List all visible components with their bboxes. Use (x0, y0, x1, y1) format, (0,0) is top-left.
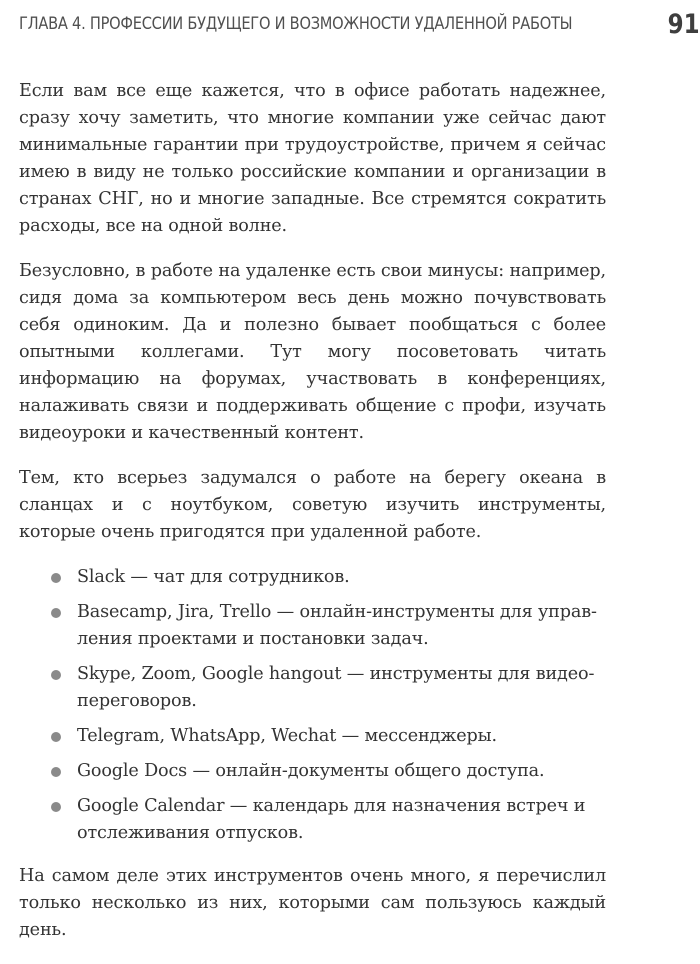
bullet-icon (51, 573, 61, 583)
paragraph: Если вам все еще кажется, что в офисе работать надежнее, сразу хочу заметить, что многие компании уже сейчас дают минимальные гарантии при трудоустройстве, причем я сейчас имею в виду не только российские компании и организации в странах СНГ, но и многие западные. Все стремятся сократить расходы, все на одной волне. (19, 81, 606, 236)
list-item-text: Basecamp, Jira, Trello — онлайн-инструменты для управления проектами и постановки задач. (77, 602, 597, 649)
running-head (19, 4, 700, 44)
bullet-icon (51, 670, 61, 680)
list-item (19, 723, 606, 750)
bullet-icon (51, 802, 61, 812)
page-body (19, 78, 606, 962)
bullet-icon (51, 732, 61, 742)
bullet-icon (51, 767, 61, 777)
list-item-text: Google Calendar — календарь для назначения встреч и отслеживания отпусков. (77, 796, 586, 843)
list-item (19, 793, 606, 847)
list-item (19, 599, 606, 653)
list-item-text: Google Docs — онлайн-документы общего доступа. (77, 761, 545, 781)
page-number: 91 (667, 8, 700, 40)
list-item-text: Slack — чат для сотрудников. (77, 567, 350, 587)
list-item (19, 661, 606, 715)
list-item-text: Skype, Zoom, Google hangout — инструменты для видеопереговоров. (77, 664, 595, 711)
bullet-icon (51, 608, 61, 618)
list-item (19, 564, 606, 591)
closing-paragraph: На самом деле этих инструментов очень много, я перечислил только несколько из них, которыми сам пользуюсь каждый день. (19, 866, 606, 940)
paragraph: Безусловно, в работе на удаленке есть свои минусы: например, сидя дома за компьютером весь день можно почувствовать себя одиноким. Да и полезно бывает пообщаться с более опытными коллегами. Тут могу посоветовать читать информацию на форумах, участвовать в конференциях, налаживать связи и поддерживать общение с профи, изучать видеоуроки и качественный контент. (19, 261, 606, 443)
chapter-title: ГЛАВА 4. ПРОФЕССИИ БУДУЩЕГО И ВОЗМОЖНОСТИ УДАЛЕННОЙ РАБОТЫ (19, 14, 573, 34)
list-item-text: Telegram, WhatsApp, Wechat — мессенджеры. (77, 726, 497, 746)
paragraph: Тем, кто всерьез задумался о работе на берегу океана в сланцах и с ноутбуком, советую изучить инструменты, которые очень пригодятся при удаленной работе. (19, 468, 606, 542)
tools-list (19, 564, 606, 847)
list-item (19, 758, 606, 785)
